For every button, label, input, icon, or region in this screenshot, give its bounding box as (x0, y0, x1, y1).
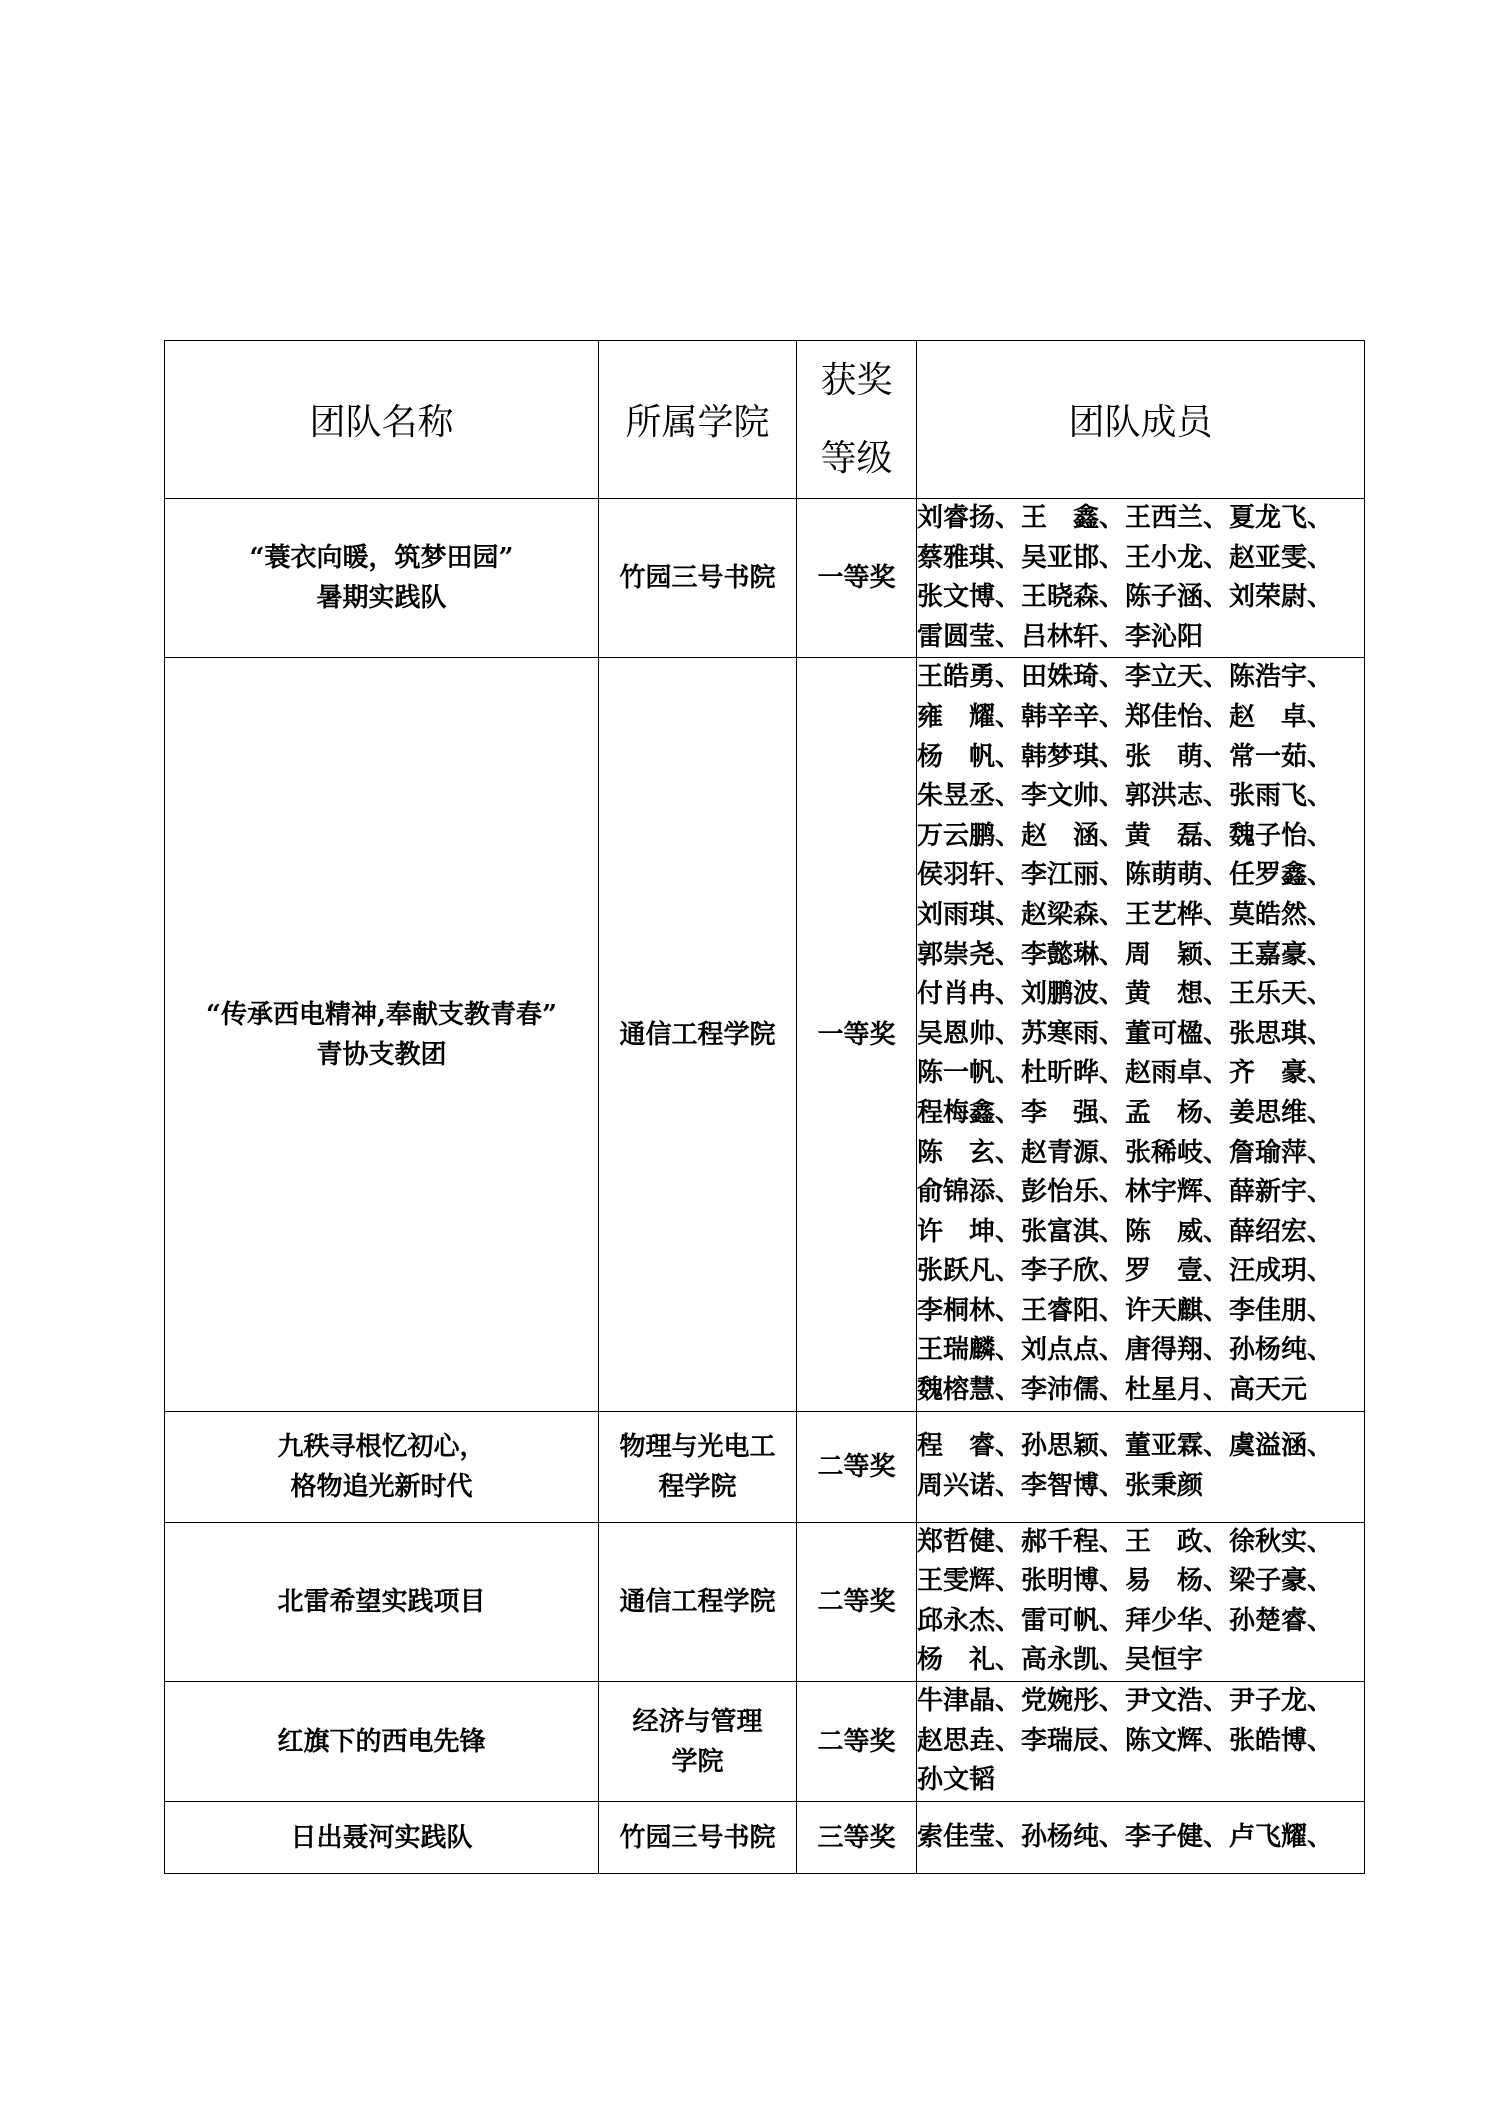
table-row (165, 1682, 1365, 1802)
award-cell: 一等奖 (797, 658, 917, 1411)
college-cell: 通信工程学院 (599, 1522, 797, 1681)
header-award-line1: 获奖 (820, 359, 893, 401)
award-cell: 二等奖 (797, 1411, 917, 1522)
team-name-cell: “传承西电精神,奉献支教青春” 青协支教团 (165, 658, 599, 1411)
college-cell: 经济与管理 学院 (599, 1682, 797, 1802)
award-cell: 二等奖 (797, 1522, 917, 1681)
members-cell: 程 睿、孙思颖、董亚霖、虞溢涵、 周兴诺、李智博、张秉颜 (917, 1411, 1365, 1522)
team-name-cell: 九秩寻根忆初心， 格物追光新时代 (165, 1411, 599, 1522)
header-award-line2: 等级 (820, 437, 893, 479)
header-team-name: 团队名称 (165, 341, 599, 499)
award-table (164, 340, 1365, 1874)
members-cell: 王皓勇、田姝琦、李立天、陈浩宇、 雍 耀、韩辛辛、郑佳怡、赵 卓、 杨 帆、韩梦琪、张 萌、常一茹、 朱昱丞、李文帅、郭洪志、张雨飞、 万云鹏、赵 涵、黄 磊、魏子怡、 侯羽轩、李江丽、陈萌萌、任罗鑫、 刘雨琪、赵梁森、王艺桦、莫皓然、 郭崇尧、李懿琳、周 颖、王嘉豪、 付肖冉、刘鹏波、黄 想、王乐天、 吴恩帅、苏寒雨、董可楹、张思琪、 陈一帆、杜昕晔、赵雨卓、齐 豪、 程梅鑫、李 强、孟 杨、姜思维、 陈 玄、赵青源、张稀岐、詹瑜萍、 俞锦添、彭怡乐、林宇辉、薛新宇、 许 坤、张富淇、陈 威、薛绍宏、 张跃凡、李子欣、罗 壹、汪成玥、 李桐林、王睿阳、许天麒、李佳朋、 王瑞麟、刘点点、唐得翔、孙杨纯、 魏榕慧、李沛儒、杜星月、高天元 (917, 658, 1365, 1411)
table-row (165, 1522, 1365, 1681)
award-cell: 二等奖 (797, 1682, 917, 1802)
team-name-cell: 红旗下的西电先锋 (165, 1682, 599, 1802)
header-college: 所属学院 (599, 341, 797, 499)
members-cell: 索佳莹、孙杨纯、李子健、卢飞耀、 (917, 1802, 1365, 1874)
award-cell: 一等奖 (797, 499, 917, 658)
header-award-level (797, 341, 917, 499)
team-name-cell: “蓑衣向暖，筑梦田园” 暑期实践队 (165, 499, 599, 658)
header-row (165, 341, 1365, 499)
table-row (165, 499, 1365, 658)
members-cell: 牛津晶、党婉彤、尹文浩、尹子龙、 赵思垚、李瑞辰、陈文辉、张皓博、 孙文韬 (917, 1682, 1365, 1802)
table-row (165, 1411, 1365, 1522)
table-row (165, 1802, 1365, 1874)
members-cell: 郑哲健、郝千程、王 政、徐秋实、 王雯辉、张明博、易 杨、梁子豪、 邱永杰、雷可帆、拜少华、孙楚睿、 杨 礼、高永凯、吴恒宇 (917, 1522, 1365, 1681)
college-cell: 竹园三号书院 (599, 499, 797, 658)
award-cell: 三等奖 (797, 1802, 917, 1874)
header-members: 团队成员 (917, 341, 1365, 499)
team-name-cell: 北雷希望实践项目 (165, 1522, 599, 1681)
table-row (165, 658, 1365, 1411)
team-name-cell: 日出聂河实践队 (165, 1802, 599, 1874)
members-cell: 刘睿扬、王 鑫、王西兰、夏龙飞、 蔡雅琪、吴亚邯、王小龙、赵亚雯、 张文博、王晓森、陈子涵、刘荣尉、 雷圆莹、吕林轩、李沁阳 (917, 499, 1365, 658)
college-cell: 物理与光电工 程学院 (599, 1411, 797, 1522)
college-cell: 竹园三号书院 (599, 1802, 797, 1874)
college-cell: 通信工程学院 (599, 658, 797, 1411)
